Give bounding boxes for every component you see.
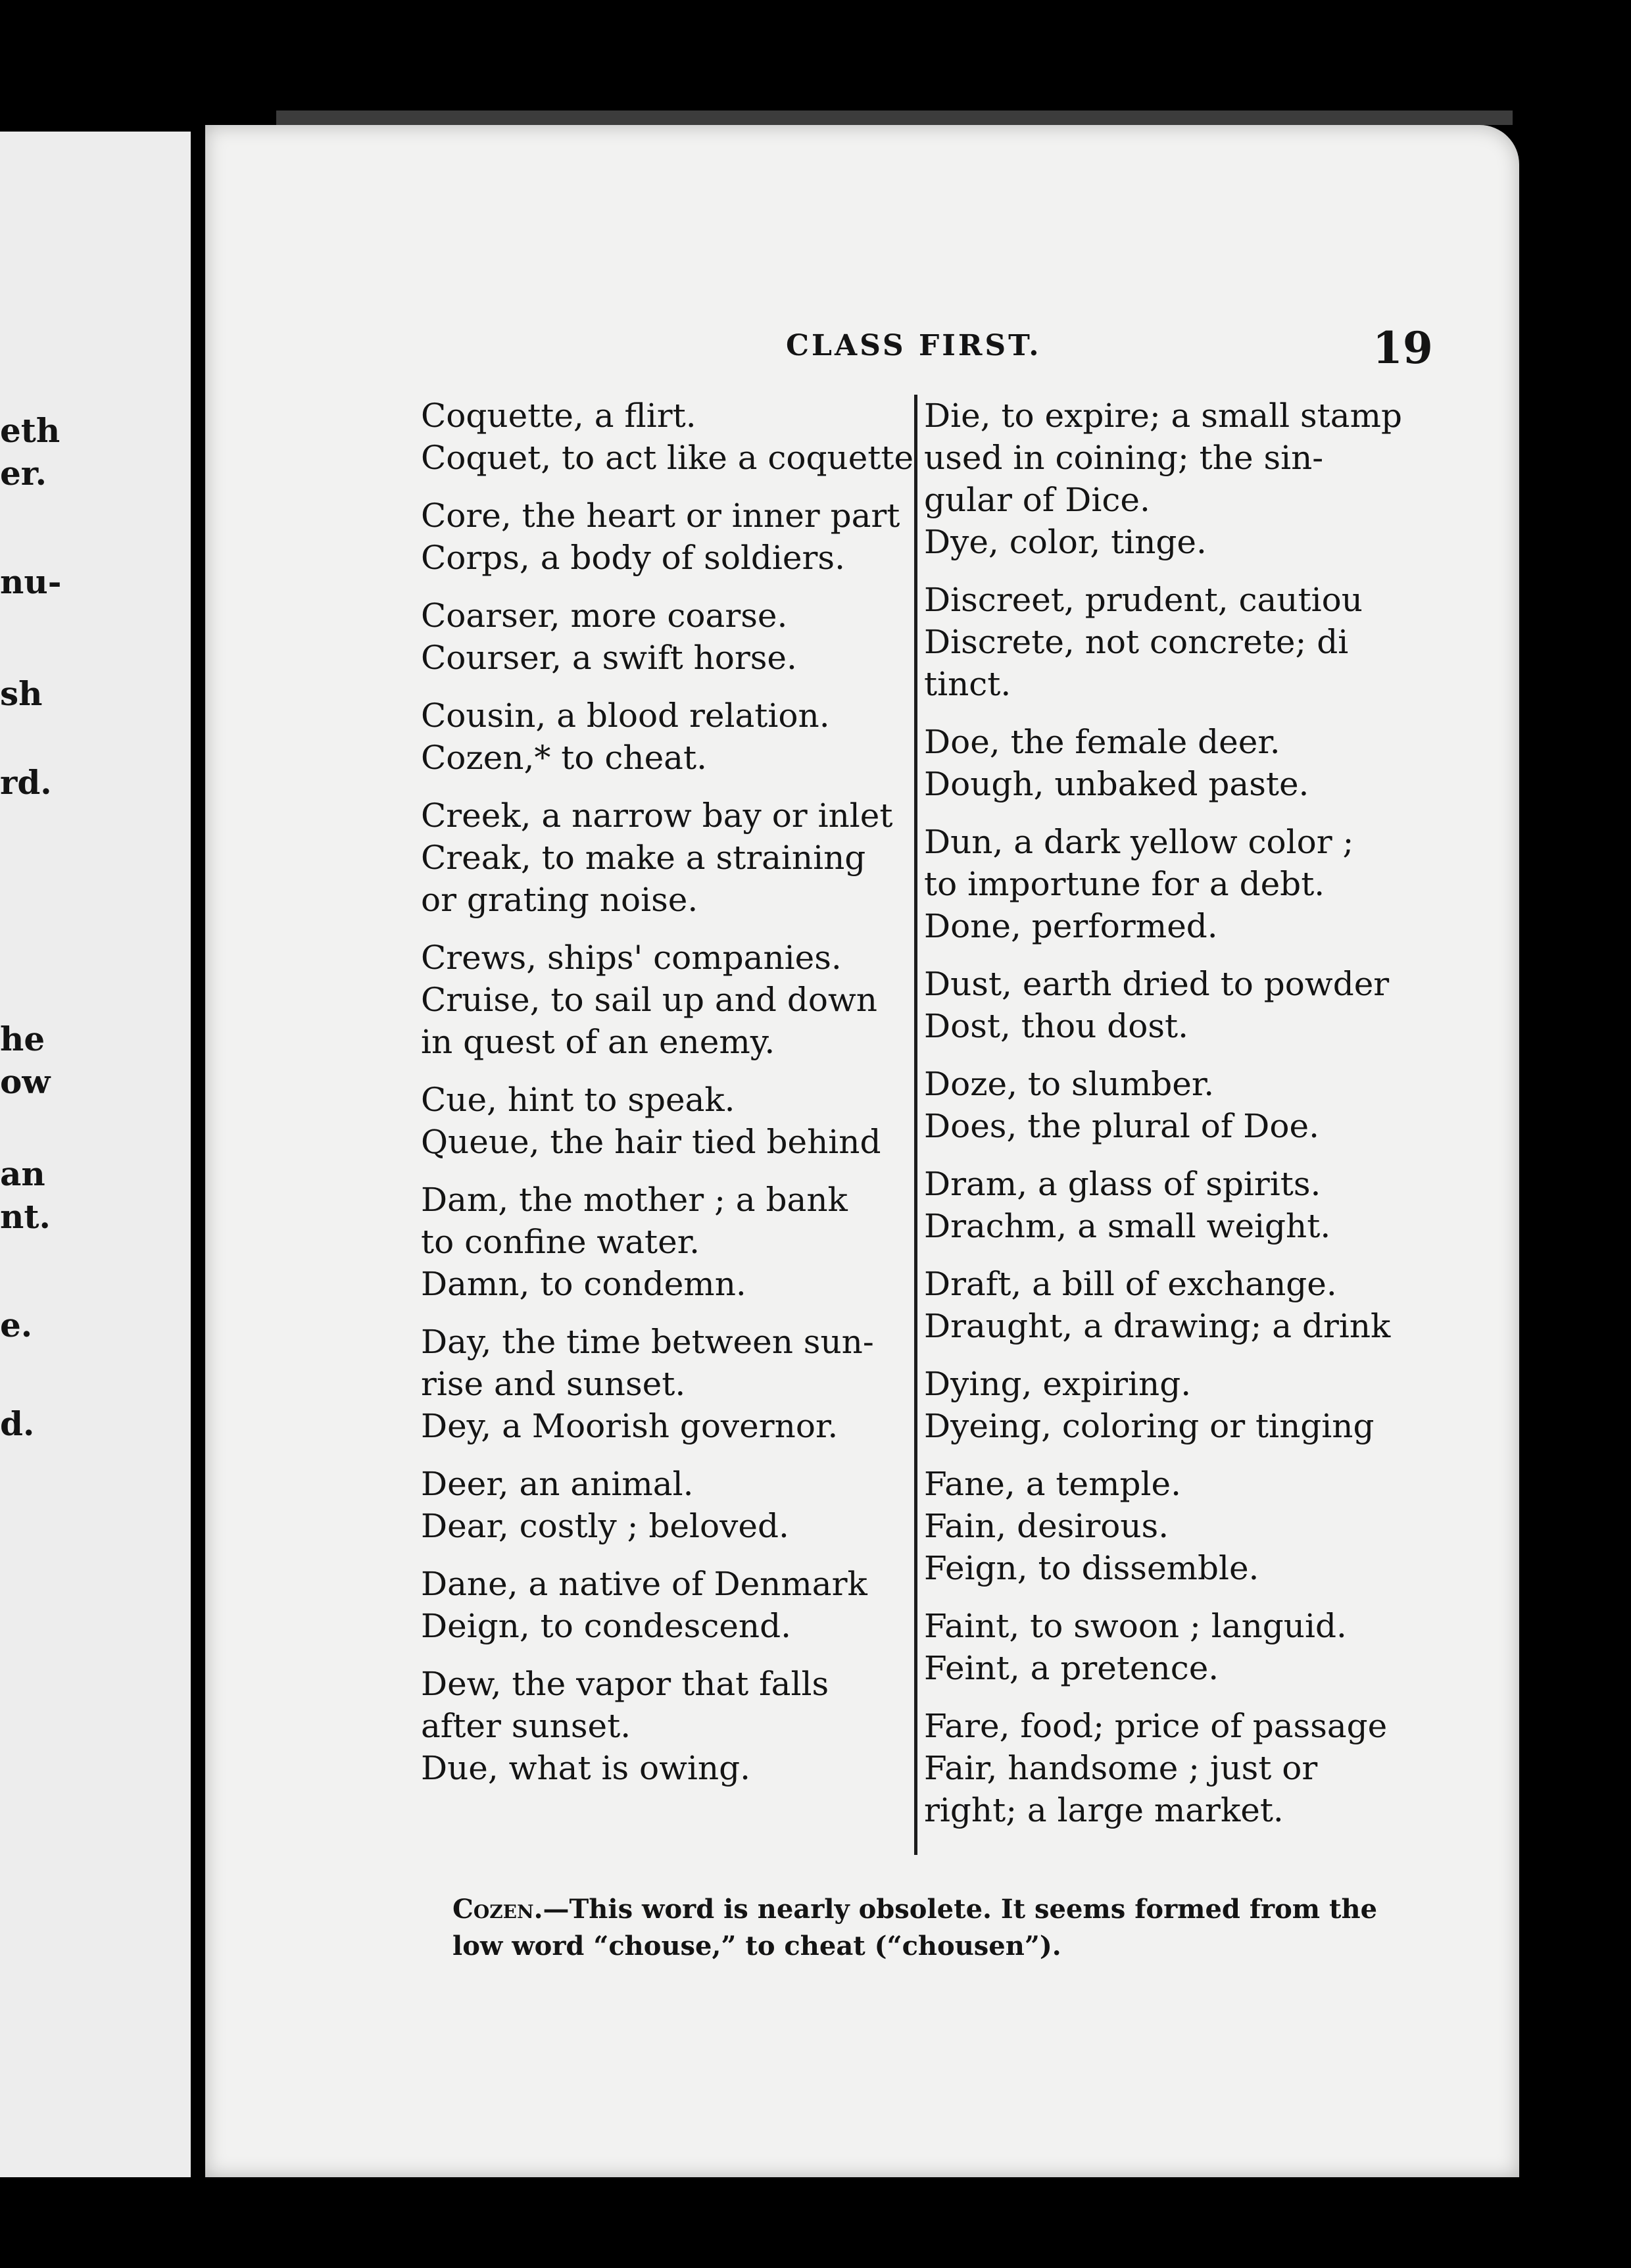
word-group xyxy=(924,395,1424,563)
entry-line: to importune for a debt. xyxy=(924,865,1325,903)
word-entry xyxy=(924,1105,1424,1147)
word-group xyxy=(924,1163,1424,1247)
entry-line: Dough, unbaked paste. xyxy=(924,765,1309,803)
left-page-fragment: ow xyxy=(0,1062,51,1101)
entry-line: Dram, a glass of spirits. xyxy=(924,1165,1321,1203)
word-group xyxy=(924,1363,1424,1447)
entry-line: or grating noise. xyxy=(421,881,698,919)
entry-line: Deign, to condescend. xyxy=(421,1607,792,1645)
word-entry xyxy=(924,621,1424,705)
word-entry xyxy=(924,1063,1424,1105)
word-entry xyxy=(421,795,921,837)
word-entry xyxy=(421,1405,921,1447)
entry-line: Cue, hint to speak. xyxy=(421,1081,735,1119)
right-column xyxy=(924,395,1424,1847)
left-page-margin xyxy=(0,132,191,2177)
left-page-fragment: rd. xyxy=(0,763,52,802)
entry-line: gular of Dice. xyxy=(924,481,1150,519)
entry-line: Core, the heart or inner part xyxy=(421,497,900,535)
word-group xyxy=(924,1263,1424,1347)
word-entry xyxy=(924,1605,1424,1647)
left-page-fragment: er. xyxy=(0,454,47,493)
entry-line: Damn, to condemn. xyxy=(421,1265,746,1303)
entry-line: tinct. xyxy=(924,665,1011,703)
entry-line: Day, the time between sun- xyxy=(421,1323,874,1361)
entry-line: Crews, ships' companies. xyxy=(421,939,842,977)
word-group xyxy=(421,1321,921,1447)
running-head: CLASS FIRST. xyxy=(786,329,1042,362)
left-page-fragment: e. xyxy=(0,1306,33,1344)
word-group xyxy=(924,721,1424,805)
footnote-text: —This word is nearly obsolete. It seems formed from the low word “chouse,” to cheat (“chousen”). xyxy=(452,1894,1378,1961)
entry-line: to confine water. xyxy=(421,1223,700,1261)
entry-line: right; a large market. xyxy=(924,1791,1284,1829)
word-entry xyxy=(421,1663,921,1747)
entry-line: Dey, a Moorish governor. xyxy=(421,1407,839,1445)
left-column xyxy=(421,395,921,1805)
word-entry xyxy=(421,1179,921,1263)
word-entry xyxy=(924,1363,1424,1405)
entry-line: Cruise, to sail up and down xyxy=(421,981,877,1019)
word-group xyxy=(421,695,921,779)
entry-line: Creek, a narrow bay or inlet xyxy=(421,797,893,835)
entry-line: Discreet, prudent, cautiou xyxy=(924,581,1363,619)
entry-line: used in coining; the sin- xyxy=(924,439,1324,477)
word-entry xyxy=(924,1505,1424,1547)
word-group xyxy=(421,1079,921,1163)
entry-line: Cousin, a blood relation. xyxy=(421,697,830,735)
word-entry xyxy=(421,437,921,479)
entry-line: Faint, to swoon ; languid. xyxy=(924,1607,1347,1645)
word-entry xyxy=(924,1305,1424,1347)
word-entry xyxy=(924,821,1424,905)
word-group xyxy=(421,395,921,479)
word-entry xyxy=(924,579,1424,621)
entry-line: Due, what is owing. xyxy=(421,1749,751,1787)
page-number: 19 xyxy=(1373,322,1433,374)
word-entry xyxy=(924,1547,1424,1589)
entry-line: Feint, a pretence. xyxy=(924,1649,1219,1687)
entry-line: Queue, the hair tied behind xyxy=(421,1123,881,1161)
entry-line: Dyeing, coloring or tinging xyxy=(924,1407,1375,1445)
entry-line: Dane, a native of Denmark xyxy=(421,1565,867,1603)
entry-line: Fain, desirous. xyxy=(924,1507,1169,1545)
word-entry xyxy=(421,637,921,679)
footnote xyxy=(452,1891,1413,1965)
left-page-fragment: sh xyxy=(0,674,43,713)
entry-line: Coquette, a flirt. xyxy=(421,397,696,435)
word-group xyxy=(421,1463,921,1547)
word-entry xyxy=(421,595,921,637)
entry-line: in quest of an enemy. xyxy=(421,1023,775,1061)
entry-line: Dust, earth dried to powder xyxy=(924,965,1390,1003)
entry-line: Dying, expiring. xyxy=(924,1365,1192,1403)
entry-line: rise and sunset. xyxy=(421,1365,686,1403)
entry-line: Does, the plural of Doe. xyxy=(924,1107,1319,1145)
word-entry xyxy=(421,695,921,737)
word-group xyxy=(924,1463,1424,1589)
word-entry xyxy=(924,521,1424,563)
word-entry xyxy=(421,537,921,579)
word-group xyxy=(924,1063,1424,1147)
entry-line: Draft, a bill of exchange. xyxy=(924,1265,1337,1303)
word-entry xyxy=(421,1563,921,1605)
word-group xyxy=(924,963,1424,1047)
entry-line: Dew, the vapor that falls xyxy=(421,1665,829,1703)
word-entry xyxy=(924,395,1424,521)
word-entry xyxy=(924,1705,1424,1747)
page-top-edge xyxy=(276,111,1513,125)
entry-line: Dear, costly ; beloved. xyxy=(421,1507,789,1545)
entry-line: Done, performed. xyxy=(924,907,1218,945)
entry-line: Dye, color, tinge. xyxy=(924,523,1207,561)
word-entry xyxy=(421,979,921,1063)
word-entry xyxy=(924,1647,1424,1689)
word-group xyxy=(421,1179,921,1305)
word-entry xyxy=(421,495,921,537)
word-entry xyxy=(421,737,921,779)
word-entry xyxy=(924,1005,1424,1047)
column-divider xyxy=(914,395,917,1855)
word-group xyxy=(924,1705,1424,1831)
word-entry xyxy=(924,1463,1424,1505)
word-entry xyxy=(924,763,1424,805)
word-entry xyxy=(924,1405,1424,1447)
entry-line: Fair, handsome ; just or xyxy=(924,1749,1318,1787)
word-entry xyxy=(924,1263,1424,1305)
entry-line: Dam, the mother ; a bank xyxy=(421,1181,848,1219)
entry-line: Dun, a dark yellow color ; xyxy=(924,823,1354,861)
entry-line: after sunset. xyxy=(421,1707,631,1745)
entry-line: Discrete, not concrete; di xyxy=(924,623,1349,661)
word-group xyxy=(421,937,921,1063)
word-entry xyxy=(924,1205,1424,1247)
word-entry xyxy=(421,837,921,921)
word-entry xyxy=(421,1263,921,1305)
word-group xyxy=(421,1563,921,1647)
footnote-head: Cozen. xyxy=(452,1894,543,1925)
entry-line: Cozen,* to cheat. xyxy=(421,739,707,777)
entry-line: Dost, thou dost. xyxy=(924,1007,1188,1045)
word-entry xyxy=(421,1505,921,1547)
entry-line: Doze, to slumber. xyxy=(924,1065,1215,1103)
entry-line: Die, to expire; a small stamp xyxy=(924,397,1403,435)
left-page-fragment: an xyxy=(0,1154,45,1193)
entry-line: Creak, to make a straining xyxy=(421,839,866,877)
entry-line: Coquet, to act like a coquette xyxy=(421,439,914,477)
word-entry xyxy=(924,905,1424,947)
word-entry xyxy=(421,1747,921,1789)
entry-line: Deer, an animal. xyxy=(421,1465,694,1503)
word-group xyxy=(421,1663,921,1789)
word-entry xyxy=(924,1163,1424,1205)
entry-line: Doe, the female deer. xyxy=(924,723,1280,761)
entry-line: Fare, food; price of passage xyxy=(924,1707,1388,1745)
word-entry xyxy=(421,1121,921,1163)
entry-line: Courser, a swift horse. xyxy=(421,639,797,677)
entry-line: Draught, a drawing; a drink xyxy=(924,1307,1391,1345)
entry-line: Drachm, a small weight. xyxy=(924,1207,1331,1245)
word-group xyxy=(421,595,921,679)
left-page-fragment: nt. xyxy=(0,1197,51,1236)
left-page-fragment: nu- xyxy=(0,562,62,601)
left-page-fragment: he xyxy=(0,1020,45,1058)
word-entry xyxy=(421,395,921,437)
left-page-fragment: d. xyxy=(0,1404,35,1443)
word-group xyxy=(924,579,1424,705)
word-entry xyxy=(421,1321,921,1405)
word-entry xyxy=(924,963,1424,1005)
word-entry xyxy=(924,1747,1424,1831)
entry-line: Fane, a temple. xyxy=(924,1465,1181,1503)
entry-line: Coarser, more coarse. xyxy=(421,597,788,635)
word-entry xyxy=(924,721,1424,763)
word-group xyxy=(421,495,921,579)
word-entry xyxy=(421,1079,921,1121)
word-group xyxy=(924,1605,1424,1689)
word-entry xyxy=(421,937,921,979)
word-entry xyxy=(421,1605,921,1647)
word-entry xyxy=(421,1463,921,1505)
entry-line: Corps, a body of soldiers. xyxy=(421,539,845,577)
entry-line: Feign, to dissemble. xyxy=(924,1549,1259,1587)
word-group xyxy=(924,821,1424,947)
word-group xyxy=(421,795,921,921)
left-page-fragment: eth xyxy=(0,411,61,450)
